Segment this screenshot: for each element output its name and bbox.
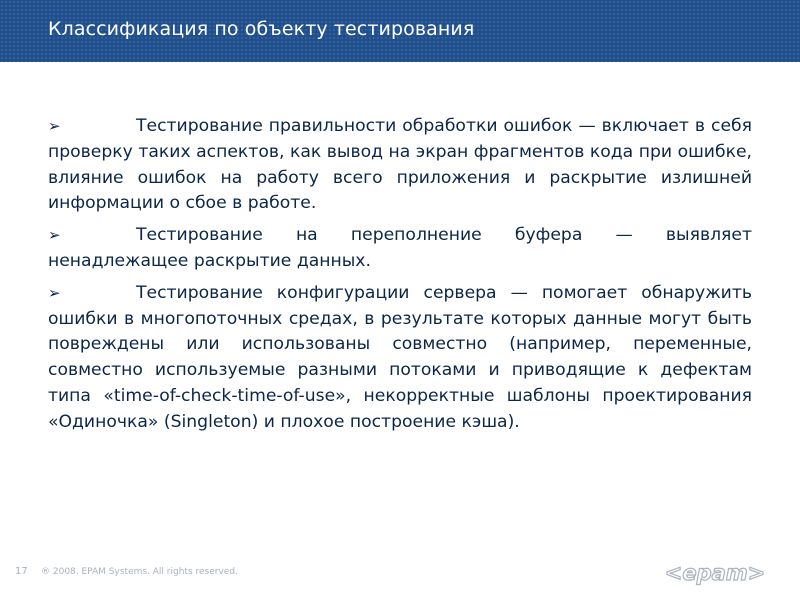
arrow-bullet-icon: ➢ xyxy=(48,117,61,135)
footer xyxy=(0,560,800,600)
title-bar xyxy=(0,0,800,62)
arrow-bullet-icon: ➢ xyxy=(48,226,61,245)
copyright-text: ® 2008. EPAM Systems. All rights reserved. xyxy=(41,567,238,577)
page-number: 17 xyxy=(15,566,28,577)
slide-content xyxy=(48,114,752,442)
bullet-item xyxy=(48,281,752,436)
slide-title: Классификация по объекту тестирования xyxy=(48,18,475,40)
bullet-item xyxy=(48,223,752,275)
arrow-bullet-icon: ➢ xyxy=(48,283,61,302)
bullet-text: Тестирование конфигурации сервера — помогает обнаружить ошибки в многопоточных средах, в результате которых данные могут быть повреждены или использованы совместно (например, переменные, совместно используемые разными потоками и приводящие к дефектам типа «time-of-check-time-of-use», некорректные шаблоны проектирования «Одиночка» (Singleton) и плохое построение кэша). xyxy=(48,282,752,432)
epam-logo-icon xyxy=(664,560,766,586)
logo-text: <epam> xyxy=(664,561,766,585)
bullet-text: Тестирование на переполнение буфера — выявляет ненадлежащее раскрытие данных. xyxy=(48,225,752,271)
bullet-text: Тестирование правильности обработки ошибок — включает в себя проверку таких аспектов, как вывод на экран фрагментов кода при ошибке, влияние ошибок на работу всего приложения и раскрытие излишней информации о сбое в работе. xyxy=(48,116,752,214)
bullet-item xyxy=(48,114,752,217)
